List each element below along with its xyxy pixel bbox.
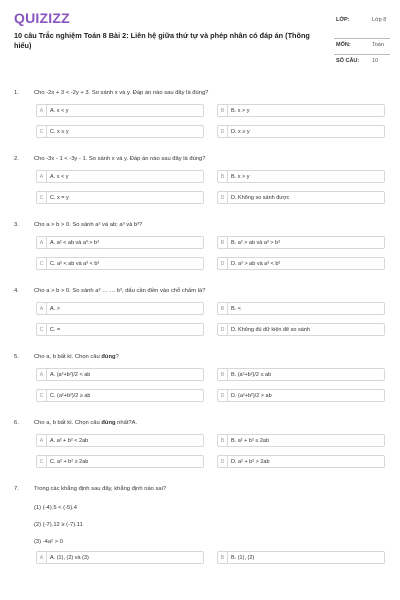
option-letter: C: [37, 456, 47, 467]
question-list: [0, 86, 400, 564]
question-number: 5.: [14, 354, 19, 360]
question-text: [34, 420, 384, 426]
question: [0, 86, 400, 152]
option-text: C. x ≤ y: [50, 128, 69, 135]
meta-row-count: [334, 55, 390, 70]
option-letter: A: [37, 237, 47, 248]
option-text: B. x > y: [231, 173, 250, 180]
option-letter: C: [37, 324, 47, 335]
answer-option-c[interactable]: [36, 323, 204, 336]
option-text: C. (a²+b²)/2 ≥ ab: [50, 392, 91, 399]
answer-option-c[interactable]: [36, 455, 204, 468]
worksheet-meta: [334, 14, 390, 70]
answer-option-b[interactable]: [217, 551, 385, 564]
answer-option-d[interactable]: [217, 125, 385, 138]
question-text: Cho -3x - 1 < -3y - 1. So sánh x và y. Đáp án nào sau đây là đúng?: [34, 156, 206, 162]
option-letter: C: [37, 390, 47, 401]
meta-row-subject: [334, 39, 390, 55]
option-letter: B: [218, 552, 228, 563]
question-number: 7.: [14, 486, 19, 492]
option-text: A. (1), (2) và (3): [50, 554, 89, 561]
option-text: D. Không so sánh được: [231, 194, 290, 201]
question-text: Cho a > b > 0. So sánh a³ … … b³, dấu cần điền vào chỗ chấm là?: [34, 288, 206, 294]
question-text-part: Cho a, b bất kì. Chọn câu: [34, 354, 102, 360]
option-text: D. a² > ab và a³ < b³: [231, 260, 281, 267]
question: [0, 218, 400, 284]
answer-option-c[interactable]: [36, 191, 204, 204]
answer-options: [36, 104, 400, 152]
answer-option-c[interactable]: [36, 125, 204, 138]
option-text: C. a² < ab và a³ < b³: [50, 260, 100, 267]
option-text: A. >: [50, 305, 60, 312]
option-letter: C: [37, 258, 47, 269]
option-text: B. a² > ab và a³ > b³: [231, 239, 280, 246]
question: [0, 350, 400, 416]
question-text-emphasis: đúng: [101, 354, 116, 360]
option-letter: C: [37, 126, 47, 137]
answer-option-d[interactable]: [217, 455, 385, 468]
statement-list: [34, 500, 400, 551]
option-text: C. a² + b² ≥ 2ab: [50, 458, 89, 465]
answer-option-a[interactable]: [36, 434, 204, 447]
option-text: D. (a²+b²)/2 > ab: [231, 392, 272, 399]
option-text: A. x < y: [50, 173, 69, 180]
statement-item: (2) (-7).12 ≥ (-7).11: [34, 522, 83, 528]
question-text-emphasis: đúng: [101, 420, 116, 426]
option-text: B. x > y: [231, 107, 250, 114]
answer-option-c[interactable]: [36, 389, 204, 402]
option-letter: C: [37, 192, 47, 203]
option-letter: D: [218, 390, 228, 401]
question: [0, 152, 400, 218]
meta-row-grade: [334, 14, 390, 39]
question-text: Cho -2x + 3 < -2y + 3. So sánh x và y. Đáp án nào sau đây là đúng?: [34, 90, 209, 96]
meta-value: 10: [372, 58, 379, 64]
option-letter: A: [37, 171, 47, 182]
option-text: D. x ≥ y: [231, 128, 250, 135]
option-letter: B: [218, 171, 228, 182]
option-text: A. a² < ab và a³ > b³: [50, 239, 99, 246]
option-letter: D: [218, 258, 228, 269]
option-letter: D: [218, 324, 228, 335]
answer-option-d[interactable]: [217, 389, 385, 402]
answer-options: [36, 551, 400, 564]
answer-option-a[interactable]: [36, 368, 204, 381]
meta-value: Lớp 8: [372, 17, 387, 23]
option-letter: D: [218, 126, 228, 137]
answer-option-b[interactable]: [217, 302, 385, 315]
meta-key: LỚP:: [336, 17, 350, 23]
answer-options: [36, 368, 400, 416]
question-text: Trong các khẳng định sau đây, khẳng định nào sai?: [34, 486, 167, 492]
answer-options: [36, 302, 400, 350]
answer-option-b[interactable]: [217, 434, 385, 447]
question-number: 3.: [14, 222, 19, 228]
question-number: 4.: [14, 288, 19, 294]
worksheet-title: 10 câu Trắc nghiệm Toán 8 Bài 2: Liên hệ giữa thứ tự và phép nhân có đáp án (Thông hiểu): [14, 31, 310, 50]
answer-option-a[interactable]: [36, 302, 204, 315]
answer-option-c[interactable]: [36, 257, 204, 270]
question-text-part: Cho a, b bất kì. Chọn câu: [34, 420, 102, 426]
answer-option-b[interactable]: [217, 368, 385, 381]
quizizz-logo: QUIZIZZ: [14, 10, 70, 26]
option-text: A. (a²+b²)/2 < ab: [50, 371, 91, 378]
option-letter: A: [37, 303, 47, 314]
option-text: D. a² + b² > 2ab: [231, 458, 270, 465]
answer-option-d[interactable]: [217, 323, 385, 336]
answer-option-d[interactable]: [217, 191, 385, 204]
statement-item: (3) -4a² > 0: [34, 539, 63, 545]
answer-option-a[interactable]: [36, 104, 204, 117]
answer-option-a[interactable]: [36, 551, 204, 564]
option-text: A. x < y: [50, 107, 69, 114]
option-text: B. a² + b² ≤ 2ab: [231, 437, 270, 444]
option-text: B. (1), (2): [231, 554, 255, 561]
meta-value: Toán: [372, 42, 384, 48]
option-text: B. <: [231, 305, 241, 312]
question-text: [34, 354, 384, 360]
answer-option-a[interactable]: [36, 236, 204, 249]
option-letter: B: [218, 303, 228, 314]
question-number: 1.: [14, 90, 19, 96]
answer-options: [36, 434, 400, 482]
question: [0, 482, 400, 564]
answer-option-b[interactable]: [217, 104, 385, 117]
question-number: 2.: [14, 156, 19, 162]
answer-options: [36, 236, 400, 284]
option-letter: A: [37, 105, 47, 116]
option-letter: A: [37, 552, 47, 563]
option-text: C. =: [50, 326, 61, 333]
answer-option-b[interactable]: [217, 236, 385, 249]
option-text: D. Không đủ dữ kiện để so sánh: [231, 326, 310, 333]
option-text: A. a² + b² < 2ab: [50, 437, 89, 444]
meta-key: MÔN:: [336, 42, 351, 48]
question: [0, 416, 400, 482]
question-number: 6.: [14, 420, 19, 426]
option-letter: D: [218, 192, 228, 203]
question-text-part: nhất?A.: [115, 420, 138, 426]
answer-options: [36, 170, 400, 218]
option-letter: B: [218, 435, 228, 446]
option-letter: A: [37, 369, 47, 380]
answer-option-b[interactable]: [217, 170, 385, 183]
option-letter: A: [37, 435, 47, 446]
question-text-part: ?: [115, 354, 119, 360]
question-text: Cho a > b > 0. So sánh a² và ab; a³ và b³?: [34, 222, 143, 228]
option-text: B. (a²+b²)/2 ≤ ab: [231, 371, 272, 378]
option-letter: B: [218, 237, 228, 248]
option-letter: B: [218, 105, 228, 116]
worksheet-header: [0, 0, 400, 78]
option-text: C. x = y: [50, 194, 69, 201]
option-letter: D: [218, 456, 228, 467]
question: [0, 284, 400, 350]
statement-item: (1) (-4).5 < (-5).4: [34, 505, 78, 511]
answer-option-d[interactable]: [217, 257, 385, 270]
meta-key: SỐ CÂU:: [336, 58, 360, 64]
option-letter: B: [218, 369, 228, 380]
answer-option-a[interactable]: [36, 170, 204, 183]
